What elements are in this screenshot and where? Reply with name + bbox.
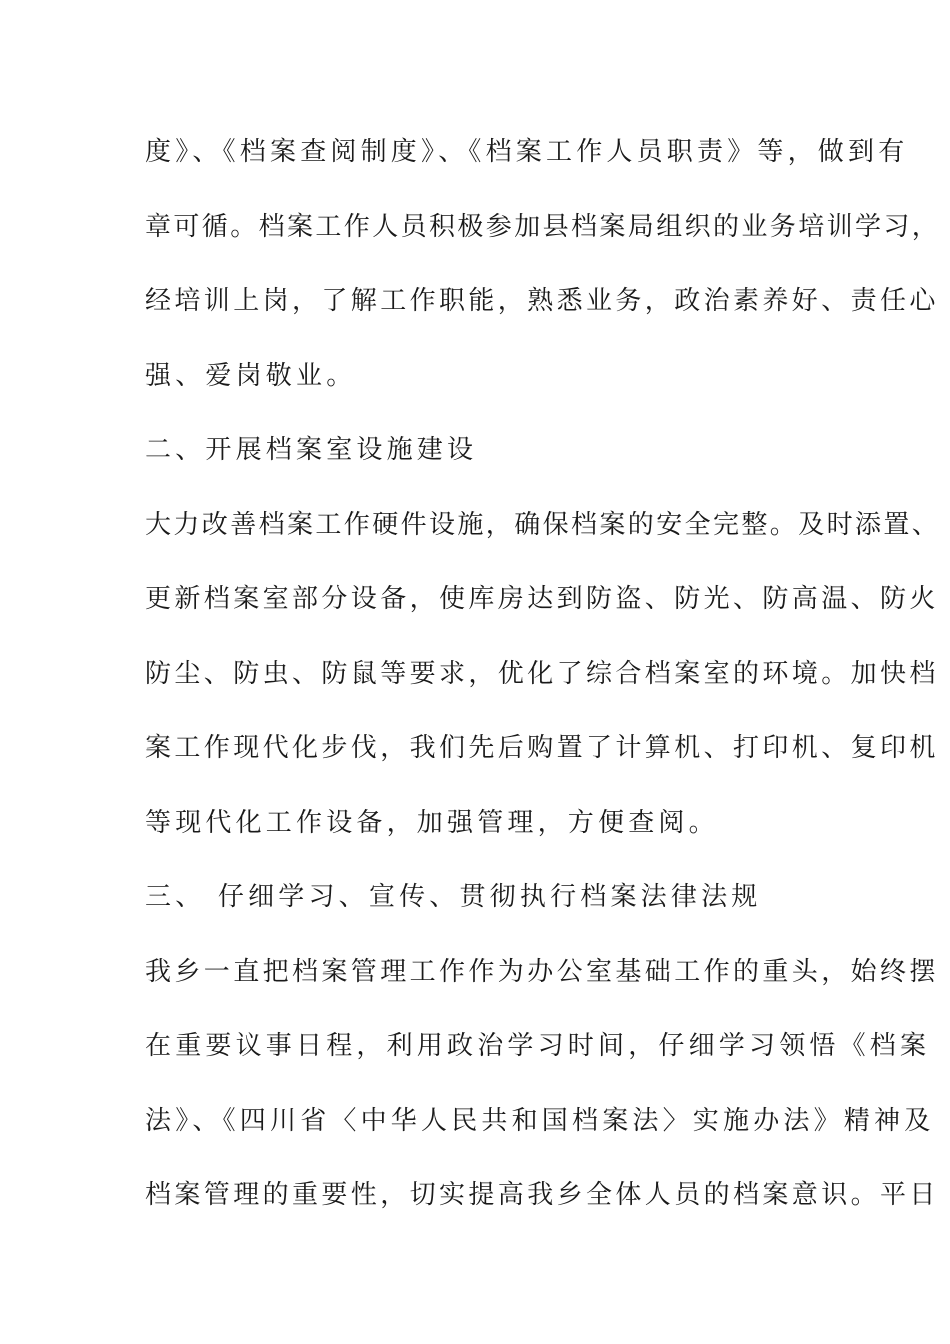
- section-heading: 二、开展档案室设施建设: [145, 435, 478, 465]
- paragraph-line: 经培训上岗，了解工作职能，熟悉业务，政治素养好、责任心: [145, 286, 939, 316]
- section-heading: 三、 仔细学习、宣传、贯彻执行档案法律法规: [145, 882, 762, 912]
- paragraph-line: 法》、《四川省〈中华人民共和国档案法〉实施办法》精神及: [145, 1106, 935, 1136]
- paragraph-line: 度》、《档案查阅制度》、《档案工作人员职责》等，做到有: [145, 137, 909, 167]
- paragraph-line: 大力改善档案工作硬件设施，确保档案的安全完整。及时添置、: [145, 510, 941, 540]
- paragraph-line: 更新档案室部分设备，使库房达到防盗、防光、防高温、防火: [145, 584, 939, 614]
- paragraph-line: 档案管理的重要性，切实提高我乡全体人员的档案意识。平日: [145, 1180, 939, 1210]
- paragraph-line: 在重要议事日程，利用政治学习时间，仔细学习领悟《档案: [145, 1031, 931, 1061]
- paragraph-line: 案工作现代化步伐，我们先后购置了计算机、打印机、复印机: [145, 733, 939, 763]
- paragraph-line: 我乡一直把档案管理工作作为办公室基础工作的重头，始终摆: [145, 957, 939, 987]
- paragraph-line: 防尘、防虫、防鼠等要求，优化了综合档案室的环境。加快档: [145, 659, 939, 689]
- paragraph-line: 章可循。档案工作人员积极参加县档案局组织的业务培训学习，: [145, 212, 941, 242]
- paragraph-line: 强、爱岗敬业。: [145, 361, 357, 391]
- paragraph-line: 等现代化工作设备，加强管理，方便查阅。: [145, 808, 719, 838]
